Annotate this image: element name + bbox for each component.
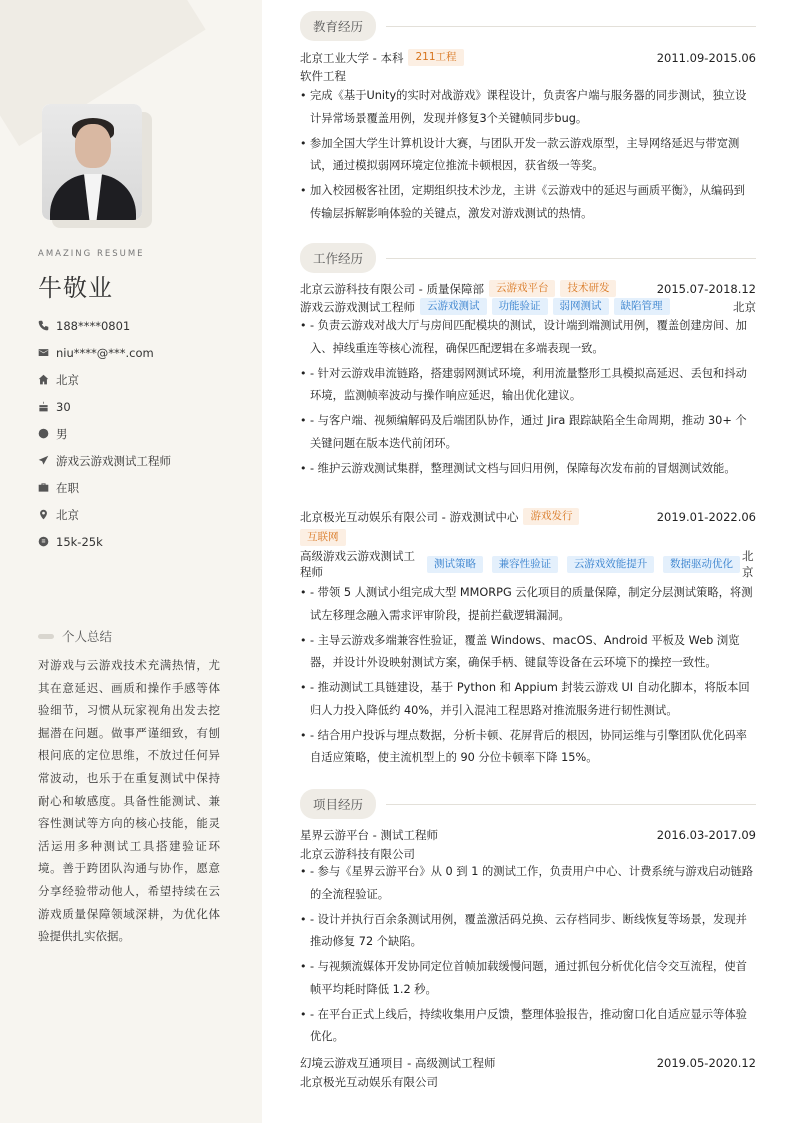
list-item: • - 在平台正式上线后，持续收集用户反馈，整理体验报告，推动窗口化自适应显示等体验优化。 xyxy=(300,1004,756,1049)
location-pin-icon xyxy=(38,509,56,520)
info-age xyxy=(38,393,238,420)
info-residence-text: 北京 xyxy=(56,372,79,387)
school-name: 北京工业大学 - 本科 xyxy=(300,50,404,65)
skill-tag: 数据驱动优化 xyxy=(663,556,740,573)
project-bullets xyxy=(300,861,756,1051)
education-header xyxy=(300,49,756,66)
divider xyxy=(386,804,756,805)
section-title: 教育经历 xyxy=(300,11,376,41)
list-item: • - 负责云游戏对战大厅与房间匹配模块的测试，设计端到端测试用例，覆盖创建房间、加入、掉线重连等核心流程，确保匹配逻辑在多端表现一致。 xyxy=(300,315,756,360)
skill-tag: 云游戏测试 xyxy=(420,298,487,315)
info-email-text: niu****@***.com xyxy=(56,345,154,360)
info-gender-text: 男 xyxy=(56,426,68,441)
list-item: • - 结合用户投诉与埋点数据，分析卡顿、花屏背后的根因，协同运维与引擎团队优化码率自适应策略，使主流机型上的 90 分位卡顿率下降 15%。 xyxy=(300,725,756,770)
project-header xyxy=(300,827,756,843)
profile-photo xyxy=(42,104,142,220)
skill-tag: 弱网测试 xyxy=(553,298,609,315)
section-title: 工作经历 xyxy=(300,243,376,273)
mail-icon xyxy=(38,347,56,358)
info-target-city-text: 北京 xyxy=(56,507,79,522)
skill-tag: 兼容性验证 xyxy=(492,556,559,573)
info-phone xyxy=(38,312,238,339)
info-phone-text: 188****0801 xyxy=(56,318,131,333)
job-city: 北京 xyxy=(733,299,756,314)
project-name: 幻境云游戏互通项目 - 高级测试工程师 xyxy=(300,1056,496,1070)
home-icon xyxy=(38,374,56,385)
job-position-row xyxy=(300,298,756,315)
education-date: 2011.09-2015.06 xyxy=(656,50,756,65)
company-tag: 互联网 xyxy=(300,529,346,546)
project-company-row xyxy=(300,1074,756,1090)
send-icon xyxy=(38,455,56,466)
section-title: 项目经历 xyxy=(300,789,376,819)
job-bullets xyxy=(300,315,756,483)
gender-icon xyxy=(38,428,56,439)
resume-subtitle: AMAZING RESUME xyxy=(38,249,145,259)
company-tag: 游戏发行 xyxy=(523,508,579,525)
info-salary-text: 15k-25k xyxy=(56,534,103,549)
skill-tag: 缺陷管理 xyxy=(614,298,670,315)
job-header xyxy=(300,508,756,525)
section-work xyxy=(300,243,756,273)
briefcase-icon xyxy=(38,482,56,493)
list-item: • 参加全国大学生计算机设计大赛，与团队开发一款云游戏原型，主导网络延迟与带宽测试，通过模拟弱网环境定位推流卡顿根因，获省级一等奖。 xyxy=(300,133,756,178)
project-company: 北京极光互动娱乐有限公司 xyxy=(300,1075,438,1089)
info-status-text: 在职 xyxy=(56,480,79,495)
company-tag: 云游戏平台 xyxy=(489,280,556,297)
info-email xyxy=(38,339,238,366)
position-title: 游戏云游戏测试工程师 xyxy=(300,299,415,314)
school-tag: 211工程 xyxy=(408,49,463,66)
divider xyxy=(386,258,756,259)
education-major xyxy=(300,68,756,84)
project-date: 2019.05-2020.12 xyxy=(656,1056,756,1070)
list-item: • - 推动测试工具链建设，基于 Python 和 Appium 封装云游戏 UI 自动化脚本，将版本回归人力投入降低约 40%，并引入混沌工程思路对推流服务进行韧性测试。 xyxy=(300,677,756,722)
info-age-text: 30 xyxy=(56,399,71,414)
list-item: • - 主导云游戏多端兼容性验证，覆盖 Windows、macOS、Android 平板及 Web 浏览器，并设计外设映射测试方案，确保手柄、键鼠等设备在云环境下的操控一致性。 xyxy=(300,630,756,675)
list-item: • - 维护云游戏测试集群，整理测试文档与回归用例，保障每次发布前的冒烟测试效能。 xyxy=(300,458,756,481)
skill-tag: 云游戏效能提升 xyxy=(567,556,655,573)
project-company: 北京云游科技有限公司 xyxy=(300,847,415,861)
education-bullets xyxy=(300,85,756,228)
info-target-job xyxy=(38,447,238,474)
job-date: 2015.07-2018.12 xyxy=(656,281,756,296)
info-target-city xyxy=(38,501,238,528)
info-salary xyxy=(38,528,238,555)
skill-tag: 功能验证 xyxy=(492,298,548,315)
company-name: 北京云游科技有限公司 - 质量保障部 xyxy=(300,281,484,296)
list-item: • - 与客户端、视频编解码及后端团队协作，通过 Jira 跟踪缺陷全生命周期，推动 30+ 个关键问题在版本迭代前闭环。 xyxy=(300,410,756,455)
heading-bar xyxy=(38,634,54,639)
list-item: • - 设计并执行百余条测试用例，覆盖激活码兑换、云存档同步、断线恢复等场景，发现并推动修复 72 个缺陷。 xyxy=(300,909,756,954)
section-education xyxy=(300,11,756,41)
project-company-row xyxy=(300,846,756,862)
summary-heading-text: 个人总结 xyxy=(62,629,113,644)
company-tag: 技术研发 xyxy=(560,280,616,297)
salary-icon xyxy=(38,536,56,547)
contact-info-list xyxy=(38,312,238,555)
list-item: • - 带领 5 人测试小组完成大型 MMORPG 云化项目的质量保障，制定分层测试策略，将测试左移理念融入需求评审阶段，提前拦截逻辑漏洞。 xyxy=(300,582,756,627)
list-item: • 加入校园极客社团，定期组织技术沙龙，主讲《云游戏中的延迟与画质平衡》，从编码到传输层拆解影响体验的关键点，激发对游戏测试的热情。 xyxy=(300,180,756,225)
list-item: • - 针对云游戏串流链路，搭建弱网测试环境，利用流量整形工具模拟高延迟、丢包和抖动环境，监测帧率波动与操作响应延迟，输出优化建议。 xyxy=(300,363,756,408)
summary-heading xyxy=(38,627,112,645)
project-header xyxy=(300,1055,756,1071)
sidebar xyxy=(0,0,262,1123)
position-title: 高级游戏云游戏测试工程师 xyxy=(300,549,415,579)
skill-tag: 测试策略 xyxy=(427,556,483,573)
project-name: 星界云游平台 - 测试工程师 xyxy=(300,828,438,842)
project-date: 2016.03-2017.09 xyxy=(656,828,756,842)
divider xyxy=(386,26,756,27)
company-name: 北京极光互动娱乐有限公司 - 游戏测试中心 xyxy=(300,509,519,524)
info-target-job-text: 游戏云游戏测试工程师 xyxy=(56,453,171,468)
job-header xyxy=(300,280,756,297)
job-bullets xyxy=(300,582,756,772)
cake-icon xyxy=(38,401,56,412)
section-projects xyxy=(300,789,756,819)
phone-icon xyxy=(38,320,56,331)
list-item: • 完成《基于Unity的实时对战游戏》课程设计，负责客户端与服务器的同步测试，独立设计异常场景覆盖用例，发现并修复3个关键帧同步bug。 xyxy=(300,85,756,130)
job-city: 北京 xyxy=(742,549,754,579)
list-item: • - 与视频流媒体开发协同定位首帧加载缓慢问题，通过抓包分析优化信令交互流程，使首帧平均耗时降低 1.2 秒。 xyxy=(300,956,756,1001)
summary-text: 对游戏与云游戏技术充满热情，尤其在意延迟、画质和操作手感等体验细节，习惯从玩家视角出发去挖掘潜在问题。做事严谨细致，有刨根问底的定位思维，不放过任何异常波动，也乐于在重复测试中保持耐心和敏感度。具备性能测试、兼容性测试等方向的核心技能，能灵活运用多种测试工具搭建验证环境。善于跨团队沟通与协作，愿意分享经验带动他人，希望持续在云游戏质量保障领域深耕，为优化体验提供扎实依据。 xyxy=(38,658,220,944)
list-item: • - 参与《星界云游平台》从 0 到 1 的测试工作，负责用户中心、计费系统与游戏启动链路的全流程验证。 xyxy=(300,861,756,906)
info-gender xyxy=(38,420,238,447)
job-position-row xyxy=(300,548,756,580)
major-name: 软件工程 xyxy=(300,69,346,83)
info-residence xyxy=(38,366,238,393)
candidate-name: 牛敬业 xyxy=(38,274,113,302)
avatar xyxy=(42,104,142,220)
job-tag-row xyxy=(300,529,756,546)
info-status xyxy=(38,474,238,501)
job-date: 2019.01-2022.06 xyxy=(656,509,756,524)
